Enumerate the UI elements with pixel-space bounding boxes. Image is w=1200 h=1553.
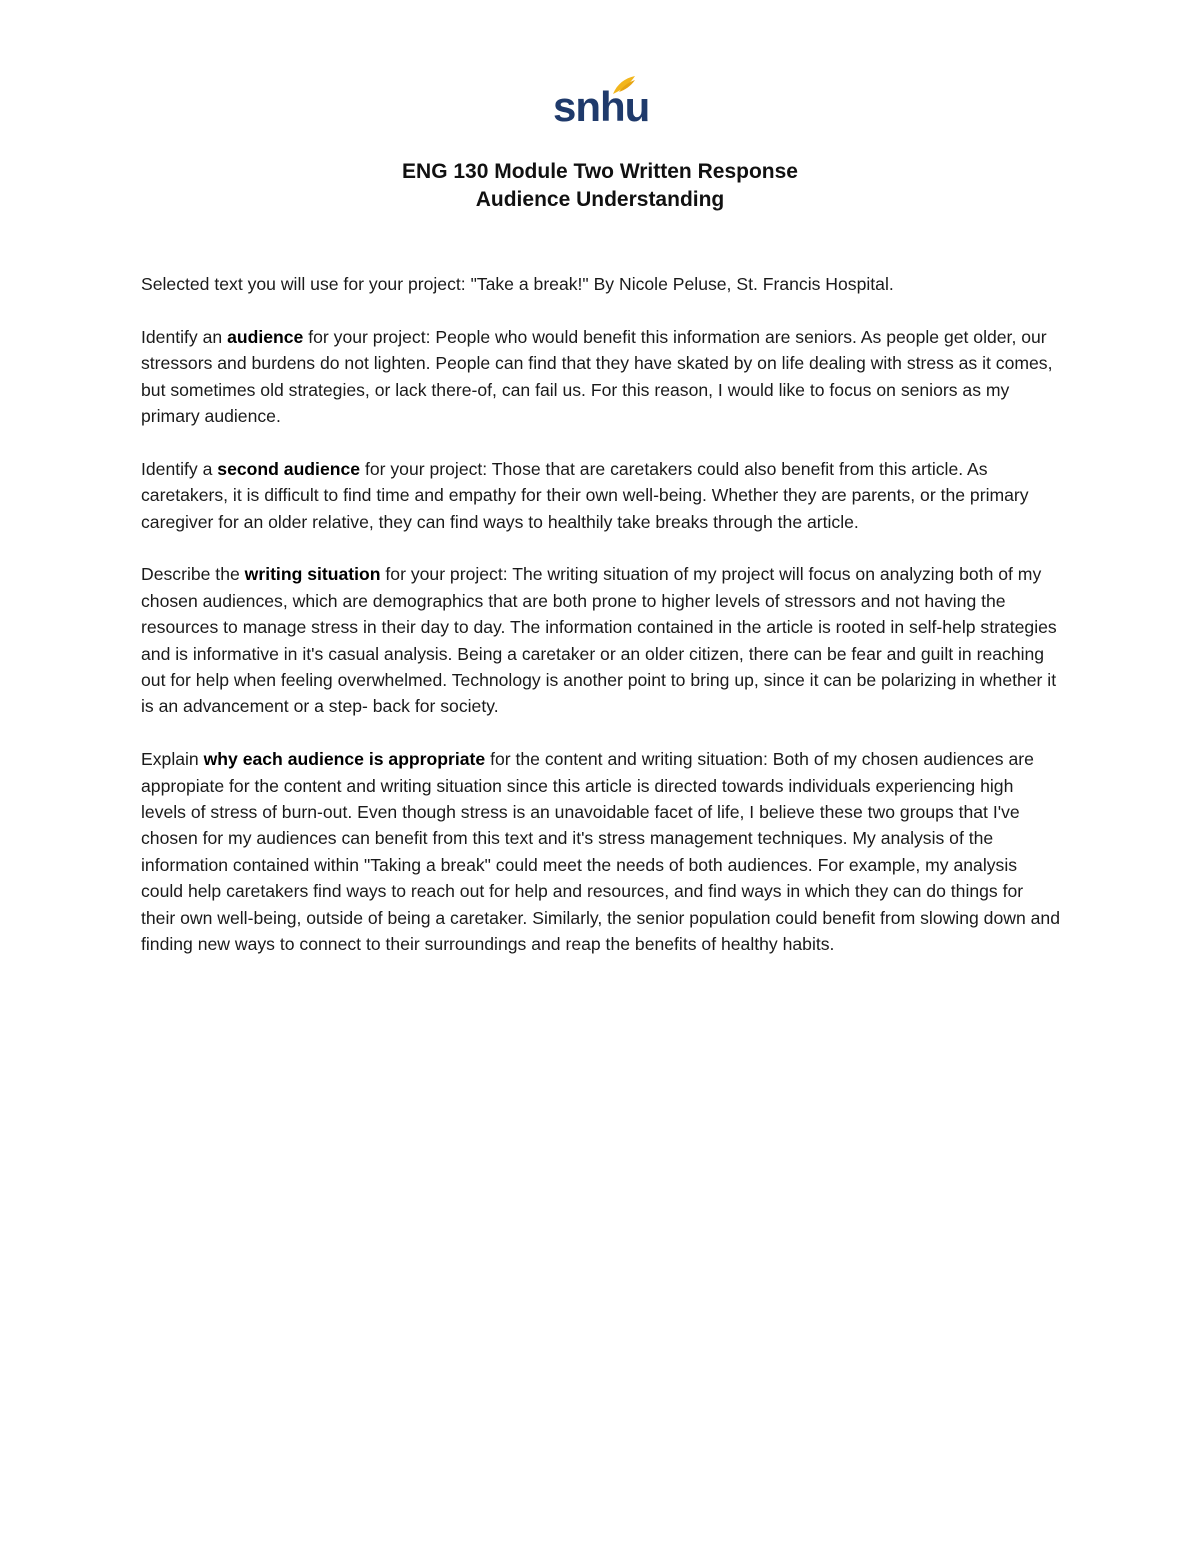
- title-line-1: ENG 130 Module Two Written Response: [402, 160, 798, 183]
- logo-wordmark: snhu: [553, 83, 650, 130]
- why-appropriate-prompt-post: for the content and writing situation:: [485, 749, 768, 770]
- writing-situation-prompt-pre: Describe the: [141, 564, 245, 585]
- why-appropriate-answer: Both of my chosen audiences are appropiate for the content and writing situation since this article is directed towards individuals experiencing high levels of stress of burn-out. Even though stress is an unavoidable facet of life, I believe these two groups that I've chosen for my audiences can benefit from this text and it's stress management techniques. My analysis of the information contained within "Taking a break" could meet the needs of both audiences. For example, my analysis could help caretakers find ways to reach out for help and resources, and find ways in which they can do things for their own well-being, outside of being a caretaker. Similarly, the senior population could benefit from slowing down and finding new ways to connect to their surroundings and reap the benefits of healthy habits.: [141, 749, 1060, 955]
- audience-paragraph: [141, 324, 1061, 430]
- title-line-2: Audience Understanding: [475, 188, 725, 211]
- second-audience-answer: Those that are caretakers could also benefit from this article. As caretakers, it is difficult to find time and empathy for their own well-being. Whether they are parents, or the primary caregiver for an older relative, they can find ways to healthily take breaks through the article.: [141, 458, 1029, 532]
- selected-text-paragraph: [141, 271, 1061, 297]
- audience-answer: People who would benefit this information are seniors. As people get older, our stressors and burdens do not lighten. People can find that they have skated by on life dealing with stress as it comes, but sometimes old strategies, or lack there-of, can fail us. For this reason, I would like to focus on seniors as my primary audience.: [141, 326, 1053, 427]
- why-appropriate-paragraph: [141, 746, 1061, 957]
- second-audience-paragraph: [141, 456, 1061, 535]
- selected-text-answer: "Take a break!" By Nicole Peluse, St. Francis Hospital.: [470, 274, 894, 294]
- audience-keyword: audience: [227, 326, 304, 347]
- document-body: [141, 271, 1061, 984]
- writing-situation-paragraph: [141, 561, 1061, 719]
- second-audience-keyword: second audience: [217, 458, 361, 479]
- snhu-logo: [553, 72, 650, 134]
- writing-situation-prompt-post: for your project:: [380, 564, 508, 585]
- document-title: [0, 158, 1200, 214]
- why-appropriate-keyword: why each audience is appropriate: [203, 749, 486, 770]
- writing-situation-answer: The writing situation of my project will focus on analyzing both of my chosen audiences, which are demographics that are both prone to higher levels of stressors and not having the resources to manage stress in their day to day. The information contained in the article is rooted in self-help strategies and is informative in it's casual analysis. Being a caretaker or an older citizen, there can be fear and guilt in reaching out for help when feeling overwhelmed. Technology is another point to bring up, since it can be polarizing in whether it is an advancement or a step- back for society.: [141, 564, 1057, 717]
- selected-text-prompt: Selected text you will use for your project:: [141, 274, 466, 294]
- second-audience-prompt-pre: Identify a: [141, 458, 218, 479]
- audience-prompt-pre: Identify an: [141, 326, 228, 347]
- second-audience-prompt-post: for your project:: [360, 458, 488, 479]
- audience-prompt-post: for your project:: [303, 326, 431, 347]
- writing-situation-keyword: writing situation: [244, 564, 381, 585]
- why-appropriate-prompt-pre: Explain: [141, 749, 204, 770]
